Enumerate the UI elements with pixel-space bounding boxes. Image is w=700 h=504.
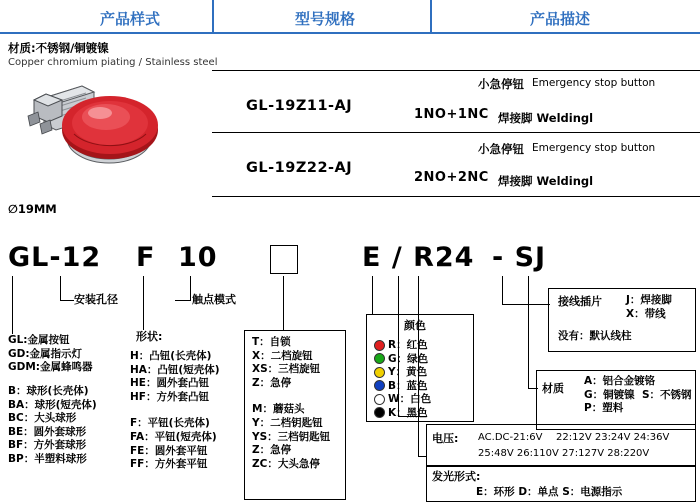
contact-code-0: T：自锁 bbox=[252, 336, 291, 348]
material-label-cn: 材质:不锈钢/铜镀镍 bbox=[8, 41, 109, 55]
diameter-label: ∅19MM bbox=[8, 202, 57, 216]
terminal-item-1: X：带线 bbox=[626, 307, 666, 320]
leader-material-v bbox=[528, 276, 529, 388]
leader-mount-v bbox=[60, 276, 61, 300]
mount-code-0: B：球形(长壳体) bbox=[8, 385, 89, 397]
contact-code-2: XS：三档旋钮 bbox=[252, 363, 321, 376]
mount-codes-list bbox=[8, 385, 120, 467]
model-2-contact: 2NO+2NC bbox=[414, 170, 489, 185]
color-list bbox=[374, 339, 470, 421]
terminal-item-2: 没有：默认线柱 bbox=[558, 330, 632, 342]
material-label-en: Copper chromium piating / Stainless steel bbox=[8, 57, 218, 68]
color-item-3: B：蓝色 bbox=[374, 380, 470, 394]
model-1-desc-cn: 小急停钮 bbox=[478, 77, 524, 91]
shape-code-6: FA：平钮(短壳体) bbox=[130, 430, 217, 443]
voltage-row-1: 25:48V 26:110V 27:127V 28:220V bbox=[478, 448, 650, 459]
series-list bbox=[8, 334, 118, 375]
voltage-type: AC.DC-21:6V bbox=[478, 432, 543, 443]
model-divider-mid bbox=[212, 132, 700, 133]
model-divider-top bbox=[212, 70, 700, 71]
color-swatch-green bbox=[374, 353, 385, 364]
leader-contact-v bbox=[190, 276, 191, 300]
leader-mount-h bbox=[60, 300, 74, 301]
header-col-product-sample: 产品样式 bbox=[99, 10, 160, 28]
code-empty-box bbox=[270, 245, 298, 274]
contact-code-9: ZC：大头急停 bbox=[252, 457, 320, 470]
contact-code-1: X：二档旋钮 bbox=[252, 349, 313, 362]
terminal-list bbox=[626, 294, 692, 321]
voltage-title: 电压: bbox=[432, 432, 459, 445]
light-title: 发光形式: bbox=[432, 470, 481, 483]
light-items: E：环形 D：单点 S：电源指示 bbox=[476, 486, 623, 498]
leader-terminal-h bbox=[502, 304, 550, 305]
code-color: E / R24 bbox=[362, 242, 475, 273]
color-swatch-red bbox=[374, 340, 385, 351]
leader-light-h bbox=[418, 456, 426, 457]
label-mount-hole: 安装孔径 bbox=[74, 293, 118, 306]
color-swatch-yellow bbox=[374, 367, 385, 378]
code-prefix: GL-12 bbox=[8, 242, 102, 273]
model-2: GL-19Z22-AJ bbox=[246, 160, 353, 176]
contact-code-6: Y：二档钥匙钮 bbox=[252, 416, 323, 429]
model-1-contact: 1NO+1NC bbox=[414, 107, 489, 122]
contact-code-5: M：蘑菇头 bbox=[252, 403, 305, 416]
shape-code-3: HF：方外套凸钮 bbox=[130, 390, 209, 403]
terminal-title: 接线插片 bbox=[558, 295, 602, 308]
shape-code-spacer bbox=[130, 404, 254, 417]
contact-code-8: Z：急停 bbox=[252, 444, 292, 457]
shape-code-5: F：平钮(长壳体) bbox=[130, 417, 210, 430]
product-image bbox=[14, 72, 184, 192]
mount-code-2: BC：大头球形 bbox=[8, 412, 77, 425]
material-item-0: A：铝合金镀铬 bbox=[584, 375, 656, 387]
color-swatch-white bbox=[374, 394, 385, 405]
header-col-product-desc: 产品描述 bbox=[529, 10, 590, 28]
mount-code-3: BE：圆外套球形 bbox=[8, 425, 87, 438]
model-divider-bottom bbox=[212, 196, 700, 197]
header-separator-2 bbox=[430, 0, 432, 32]
color-item-0: R：红色 bbox=[374, 339, 470, 353]
shape-codes-list bbox=[130, 350, 254, 472]
color-title: 颜色 bbox=[404, 319, 426, 332]
material-item-3: P：塑料 bbox=[584, 402, 624, 415]
contact-code-spacer bbox=[252, 390, 344, 403]
model-2-welding: 焊接脚 Weldingl bbox=[498, 174, 594, 188]
model-2-desc-cn: 小急停钮 bbox=[478, 142, 524, 156]
color-item-2: Y：黄色 bbox=[374, 366, 470, 380]
leader-contact-h bbox=[175, 300, 191, 301]
mount-code-5: BP：半塑料球形 bbox=[8, 452, 87, 465]
code-terminal: - SJ bbox=[492, 242, 547, 273]
color-swatch-blue bbox=[374, 380, 385, 391]
series-item-1: GD:金属指示灯 bbox=[8, 347, 83, 360]
voltage-row-0: 22:12V 23:24V 24:36V bbox=[556, 432, 670, 443]
series-item-0: GL:金属按钮 bbox=[8, 334, 70, 346]
header-divider bbox=[0, 32, 700, 34]
series-item-2: GDM:金属蜂鸣器 bbox=[8, 361, 93, 374]
code-holes: 10 bbox=[178, 242, 218, 273]
mount-code-4: BF：方外套球形 bbox=[8, 439, 87, 452]
shape-code-2: HE：圆外套凸钮 bbox=[130, 377, 209, 390]
color-item-1: G：绿色 bbox=[374, 353, 470, 367]
leader-terminal-v bbox=[502, 276, 503, 304]
label-contact-mode: 触点模式 bbox=[192, 293, 236, 306]
material-list bbox=[584, 375, 694, 416]
leader-type-v bbox=[283, 276, 284, 330]
contact-codes-list bbox=[252, 336, 344, 471]
color-item-5: K：黑色 bbox=[374, 407, 470, 421]
header-col-model-spec: 型号规格 bbox=[294, 10, 355, 28]
shape-title: 形状: bbox=[136, 330, 163, 343]
contact-code-3: Z：急停 bbox=[252, 376, 292, 389]
color-item-4: W：白色 bbox=[374, 393, 470, 407]
leader-shape-v bbox=[143, 276, 144, 330]
leader-color-v bbox=[372, 276, 373, 314]
shape-code-8: FF：方外套平钮 bbox=[130, 458, 208, 471]
material-item-1: G：铜镀镍 S：不锈钢 bbox=[584, 388, 692, 401]
header-separator-1 bbox=[212, 0, 214, 32]
contact-code-7: YS：三档钥匙钮 bbox=[252, 430, 331, 443]
shape-code-1: HA：凸钮(短壳体) bbox=[130, 363, 220, 376]
model-1: GL-19Z11-AJ bbox=[246, 98, 353, 114]
leader-series-v bbox=[12, 276, 13, 334]
shape-code-0: H：凸钮(长壳体) bbox=[130, 350, 212, 362]
code-shape: F bbox=[136, 242, 156, 273]
shape-code-7: FE：圆外套平钮 bbox=[130, 444, 208, 457]
model-1-desc-en: Emergency stop button bbox=[532, 77, 656, 89]
model-2-desc-en: Emergency stop button bbox=[532, 142, 656, 154]
model-1-welding: 焊接脚 Weldingl bbox=[498, 111, 594, 125]
color-swatch-black bbox=[374, 407, 385, 418]
terminal-item-0: J：焊接脚 bbox=[626, 294, 672, 306]
mount-code-1: BA：球形(短壳体) bbox=[8, 398, 97, 411]
material-title: 材质 bbox=[542, 382, 564, 395]
